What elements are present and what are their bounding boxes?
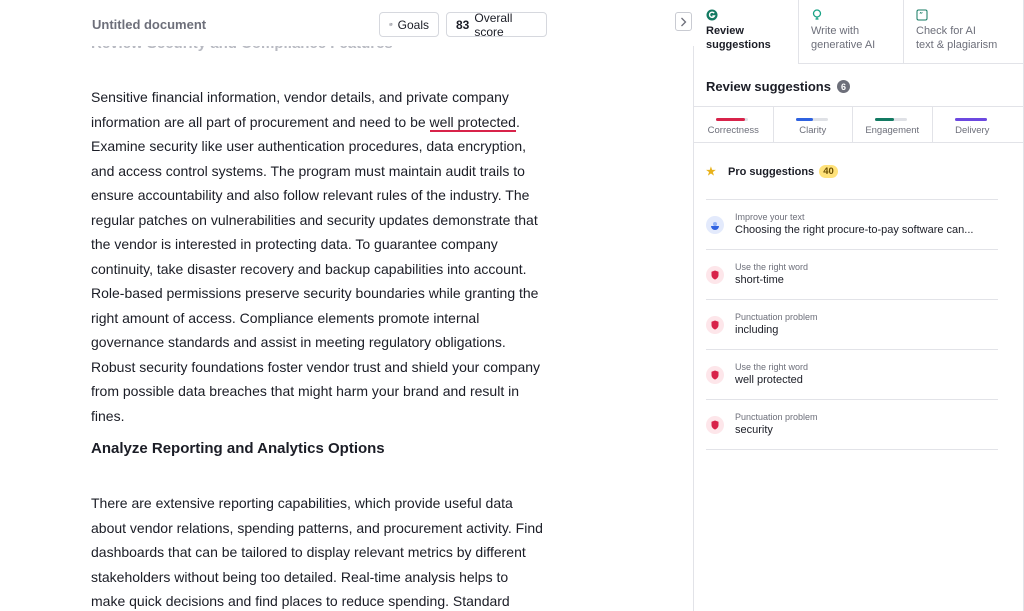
suggestion-card[interactable] [706,350,998,400]
document-header [0,0,694,46]
text-line: right amount of access. Compliance elements promote internal [91,309,480,326]
category-clarity[interactable] [774,107,854,143]
grammarly-logo-icon [706,9,718,21]
category-label: Clarity [799,125,827,136]
text-segment: information are all part of procurement and need to be [91,113,430,130]
text-segment: . [515,113,520,130]
text-line: fines. [91,407,125,424]
text-line: dashboards that can be tailored to display relevant metrics by different [91,544,526,560]
category-label: Correctness [707,125,759,136]
category-bar [875,118,907,121]
suggestion-card[interactable] [706,300,998,350]
text-line: stakeholders without being too detailed. Real-time analysis helps to [91,568,509,585]
clarity-icon [706,216,724,234]
suggestion-card[interactable] [706,400,998,450]
category-filters [694,107,1024,143]
target-icon [389,19,393,30]
category-engagement[interactable] [853,107,933,143]
text-line: make quick decisions and find places to reduce spending. Standard [91,593,510,609]
suggestion-card[interactable] [706,200,998,250]
lightbulb-icon [811,9,823,21]
score-value: 83 [456,17,470,32]
text-line: Role-based permissions preserve security boundaries while granting the [91,285,539,301]
tab-generative-ai[interactable] [799,0,904,64]
paragraph-security[interactable] [91,85,561,428]
suggestion-list [706,199,998,450]
score-label: Overall score [474,10,513,39]
text-line: Sensitive financial information, vendor details, and private company [91,89,509,105]
suggestion-text: security [735,424,773,436]
text-line: about vendor relations, spending patterns, and procurement activity. Find [91,519,543,536]
tab-label-line1: Review [706,25,744,37]
text-line: the vendor is interested in protecting data. To guarantee company [91,236,498,252]
pro-suggestions-row[interactable] [706,165,838,178]
category-correctness[interactable] [694,107,774,143]
star-icon: ★ [706,166,716,178]
tab-review-suggestions[interactable] [694,0,799,64]
pro-suggestions-count: 40 [819,165,838,178]
quote-icon [916,9,928,21]
suggestion-count-badge: 6 [837,80,850,93]
suggestion-type: Use the right word [735,362,809,372]
tab-label-line1: Write with [811,25,860,37]
suggestion-text: Choosing the right procure-to-pay software can... [735,224,974,236]
goals-button[interactable] [379,12,439,37]
suggestion-type: Punctuation problem [735,312,818,322]
shield-icon [706,316,724,334]
category-fill [716,118,745,121]
category-label: Delivery [955,125,990,136]
category-bar [955,118,987,121]
text-line: governance standards and assist in meeting regulatory obligations. [91,334,506,350]
suggestion-type: Use the right word [735,262,809,272]
svg-text:”: ” [919,11,924,20]
section-heading[interactable]: Analyze Reporting and Analytics Options [91,440,385,457]
suggestion-type: Punctuation problem [735,412,818,422]
paragraph-reporting[interactable] [91,491,561,611]
pro-suggestions-label: Pro suggestions [728,165,815,178]
text-line: Examine security like user authentication procedures, data encryption, [91,138,527,154]
collapse-sidebar-button[interactable] [675,12,692,31]
tab-ai-plagiarism[interactable] [904,0,1024,64]
shield-icon [706,366,724,384]
text-line: continuity, take disaster recovery and backup capabilities into account. [91,260,527,277]
text-line: ensure accountability and also follow relevant rules of the industry. The [91,187,530,203]
tab-label-line1: Check for AI [916,25,976,37]
overall-score-button[interactable] [446,12,547,37]
suggestion-card[interactable] [706,250,998,300]
category-bar [716,118,748,121]
tab-label-line2: text & plagiarism [916,39,998,51]
suggestion-text: including [735,324,779,336]
flagged-phrase[interactable]: well protected [429,113,516,130]
shield-icon [706,266,724,284]
text-line: Robust security foundations foster vendor trust and shield your company [91,358,541,375]
shield-icon [706,416,724,434]
suggestion-text: short-time [735,274,784,286]
suggestion-text: well protected [735,374,803,386]
sidebar-tabs [694,0,1024,64]
review-suggestions-title: Review suggestions [706,79,831,94]
category-fill [875,118,894,121]
suggestion-type: Improve your text [735,212,805,222]
category-fill [796,118,814,121]
chevron-right-icon [680,17,687,27]
category-delivery[interactable] [933,107,1013,143]
category-bar [796,118,828,121]
tab-label-line2: generative AI [811,39,876,51]
goals-label: Goals [397,17,429,32]
category-label: Engagement [865,125,920,136]
text-line-flagged [91,110,561,135]
text-line: from possible data breaches that might harm your brand and result in [91,383,520,399]
text-line: and access control systems. The program must maintain audit trails to [91,162,525,179]
document-title[interactable]: Untitled document [92,17,207,32]
assistant-sidebar [694,0,1024,611]
review-suggestions-header [706,79,850,94]
tab-label-line2: suggestions [706,39,771,51]
text-line: There are extensive reporting capabilities, which provide useful data [91,495,513,511]
category-fill [955,118,987,121]
text-line: regular patches on vulnerabilities and security updates demonstrate that [91,211,538,228]
